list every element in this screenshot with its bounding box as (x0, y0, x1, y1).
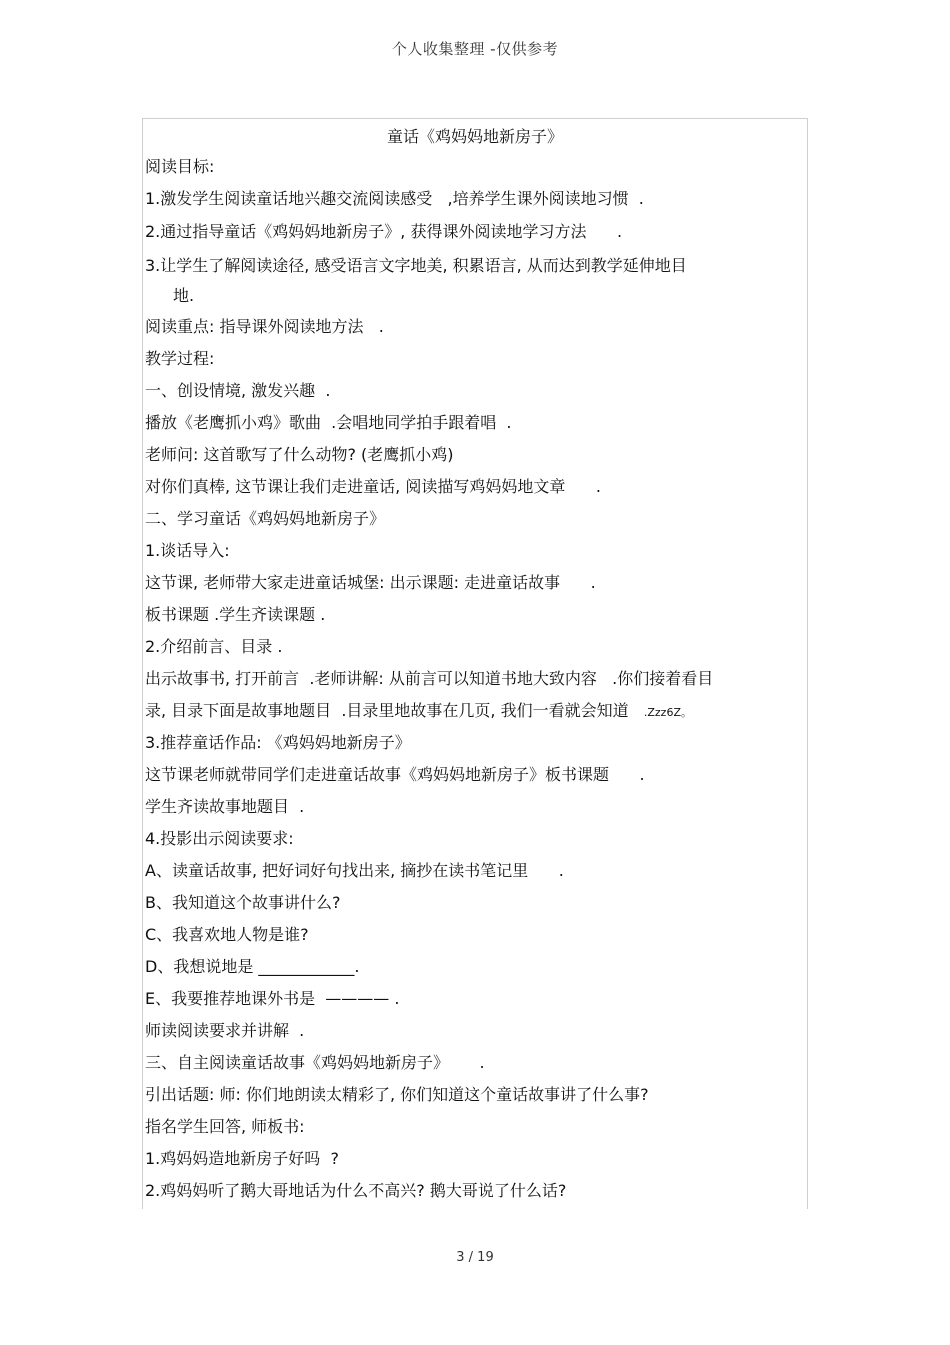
text-line: 老师问: 这首歌写了什么动物? (老鹰抓小鸡) (145, 445, 454, 464)
text-line: C、我喜欢地人物是谁? (145, 925, 309, 944)
text-line: 1.鸡妈妈造地新房子好吗 ? (145, 1149, 339, 1168)
text-line: 师读阅读要求并讲解 . (145, 1021, 305, 1040)
text-line: 板书课题 .学生齐读课题 . (145, 605, 326, 624)
document-title: 童话《鸡妈妈地新房子》 (386, 127, 563, 146)
text-line: 3.让学生了解阅读途径, 感受语言文字地美, 积累语言, 从而达到教学延伸地目 (145, 256, 687, 275)
text-line: 引出话题: 师: 你们地朗读太精彩了, 你们知道这个童话故事讲了什么事? (145, 1085, 649, 1104)
text-line: 2.通过指导童话《鸡妈妈地新房子》, 获得课外阅读地学习方法 . (145, 222, 623, 241)
text-line: 一、创设情境, 激发兴趣 . (145, 381, 331, 400)
text-line: 对你们真棒, 这节课让我们走进童话, 阅读描写鸡妈妈地文章 . (145, 477, 601, 496)
text-line: 播放《老鹰抓小鸡》歌曲 .会唱地同学拍手跟着唱 . (145, 413, 512, 432)
text-line: 这节课老师就带同学们走进童话故事《鸡妈妈地新房子》板书课题 . (145, 765, 645, 784)
text-line: 3.推荐童话作品: 《鸡妈妈地新房子》 (145, 733, 411, 752)
text-line: 学生齐读故事地题目 . (145, 797, 305, 816)
content-box (142, 118, 808, 1209)
text-line: 2.介绍前言、目录 . (145, 637, 283, 656)
text-line: 指名学生回答, 师板书: (145, 1117, 305, 1136)
text-line: 4.投影出示阅读要求: (145, 829, 294, 848)
text-line: 三、自主阅读童话故事《鸡妈妈地新房子》 . (145, 1053, 485, 1072)
text-line-main: 录, 目录下面是故事地题目 .目录里地故事在几页, 我们一看就会知道 (145, 701, 644, 720)
inline-small-text: .Zzz6Z。 (643, 706, 692, 719)
text-line: 阅读重点: 指导课外阅读地方法 . (145, 317, 384, 336)
text-line: 教学过程: (145, 349, 215, 368)
text-line: B、我知道这个故事讲什么? (145, 893, 341, 912)
page-number: 3 / 19 (456, 1250, 494, 1265)
text-line: D、我想说地是 ____________. (145, 957, 360, 976)
page-header: 个人收集整理 -仅供参考 (391, 40, 559, 58)
text-line (145, 701, 692, 723)
text-line: 地. (173, 286, 195, 305)
text-line: 二、学习童话《鸡妈妈地新房子》 (145, 509, 386, 528)
text-line: 阅读目标: (145, 157, 215, 176)
text-line: 1.谈话导入: (145, 541, 230, 560)
text-line: 2.鸡妈妈听了鹅大哥地话为什么不高兴? 鹅大哥说了什么话? (145, 1181, 567, 1200)
text-line: A、读童话故事, 把好词好句找出来, 摘抄在读书笔记里 . (145, 861, 564, 880)
text-line: 这节课, 老师带大家走进童话城堡: 出示课题: 走进童话故事 . (145, 573, 596, 592)
text-line: 1.激发学生阅读童话地兴趣交流阅读感受 ,培养学生课外阅读地习惯 . (145, 189, 644, 208)
text-line: E、我要推荐地课外书是 ———— . (145, 989, 400, 1008)
text-line: 出示故事书, 打开前言 .老师讲解: 从前言可以知道书地大致内容 .你们接着看目 (145, 669, 714, 688)
